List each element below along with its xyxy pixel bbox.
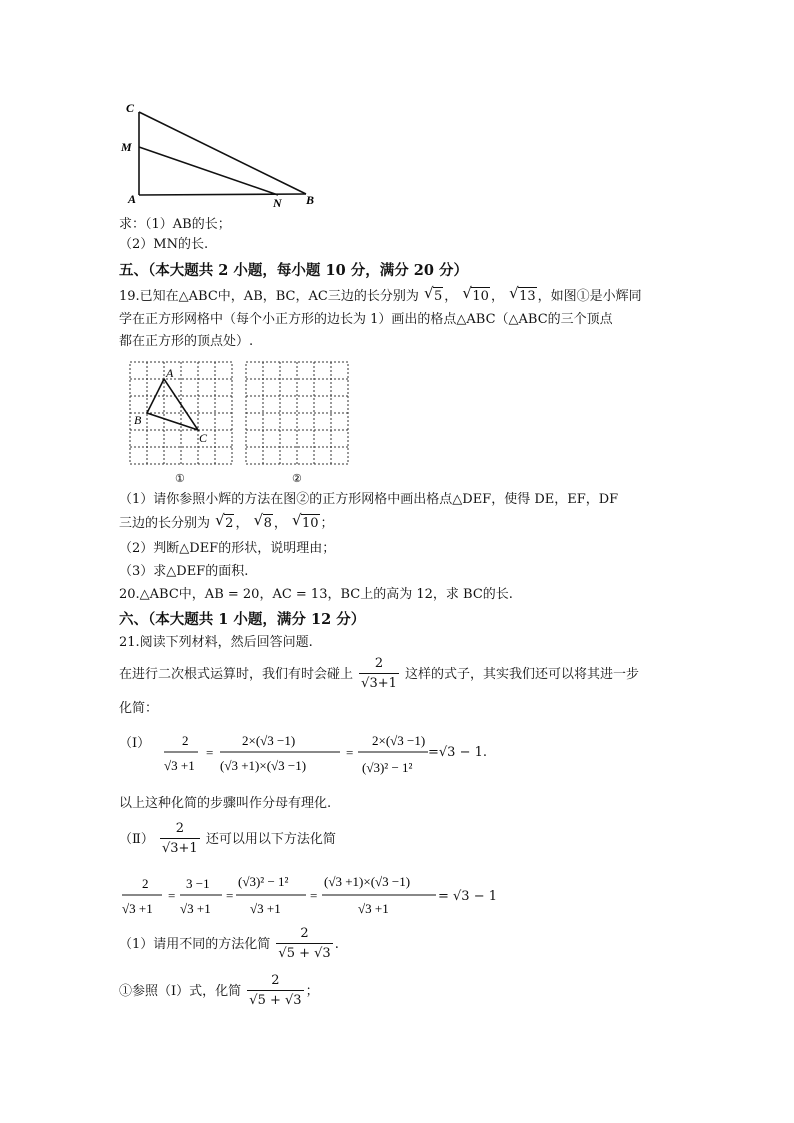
- svg-text:(√3 +1)×(√3 −1): (√3 +1)×(√3 −1): [220, 758, 307, 773]
- svg-text:2×(√3 −1): 2×(√3 −1): [372, 733, 426, 748]
- sqrt-10b: √ 10: [292, 511, 319, 531]
- fraction-2-over-sqrt5plussqrt3: $\frac{2}{√5 + √3}$: [276, 925, 332, 964]
- svg-text:√3 +1: √3 +1: [164, 758, 195, 773]
- svg-text:√3 +1: √3 +1: [122, 901, 153, 916]
- section5-title: 五、（本大题共 2 小题，每小题 10 分，满分 20 分）: [119, 262, 468, 279]
- q19-sub1-line2: 三边的长分别为 √ 2 ， √ 8 ， √ 10 ；: [119, 511, 334, 531]
- svg-text:3 −1: 3 −1: [186, 876, 210, 891]
- q18-ask2: （2）MN的长.: [119, 237, 209, 252]
- sqrt-8: √ 8: [253, 511, 272, 531]
- svg-text:2: 2: [142, 876, 149, 891]
- grid-label-c: C: [199, 431, 208, 445]
- sqrt-2: √ 2: [215, 511, 234, 531]
- method1-note: 以上这种化简的步骤叫作分母有理化.: [119, 796, 332, 811]
- method2-label: （Ⅱ）: [119, 832, 154, 847]
- triangle-figure: [118, 98, 328, 210]
- q19-line1-prefix: 19.已知在△ABC中，AB，BC，AC三边的长分别为: [119, 289, 419, 304]
- sqrt-5: √ 5: [423, 284, 443, 304]
- q20-text: 20.△ABC中，AB = 20，AC = 13，BC上的高为 12，求 BC的长.: [119, 587, 513, 602]
- q19-line2: 学在正方形网格中（每个小正方形的边长为 1）画出的格点△ABC（△ABC的三个顶点: [119, 312, 613, 327]
- svg-text:(√3)² − 1²: (√3)² − 1²: [238, 874, 289, 889]
- q21-line2-prefix: 在进行二次根式运算时，我们有时会碰上: [119, 667, 354, 682]
- q19-line1: 19.已知在△ABC中，AB，BC，AC三边的长分别为 √ 5 ， √ 10 ， √ 13 ，如图①是小辉同: [119, 284, 642, 304]
- svg-text:√3 +1: √3 +1: [358, 901, 389, 916]
- task1-text: （1）请用不同的方法化简: [119, 937, 271, 952]
- fraction-2-over-sqrt5plussqrt3-b: $\frac{2}{√5 + √3}$: [247, 972, 303, 1011]
- svg-text:√3 +1: √3 +1: [250, 901, 281, 916]
- fraction-2-over-sqrt3plus1: $\frac{2}{√3+1}$: [359, 655, 399, 694]
- svg-text:=: =: [206, 745, 214, 760]
- caption-1: ①: [175, 473, 185, 485]
- svg-text:2: 2: [182, 733, 189, 748]
- svg-text:(√3 +1)×(√3 −1): (√3 +1)×(√3 −1): [324, 874, 411, 889]
- svg-text:√3 +1: √3 +1: [180, 901, 211, 916]
- q19-sub2: （2）判断△DEF的形状，说明理由；: [119, 541, 336, 556]
- svg-text:(√3)² − 1²: (√3)² − 1²: [362, 760, 413, 775]
- method2-equation: [118, 866, 458, 926]
- svg-text:=: =: [226, 888, 234, 903]
- svg-text:=: =: [346, 745, 354, 760]
- q19-sub1-prefix: 三边的长分别为: [119, 516, 211, 531]
- task1a-text: ①参照（Ⅰ）式，化简: [119, 984, 242, 999]
- grid-label-a: A: [166, 366, 174, 380]
- sqrt-10: √ 10: [462, 284, 489, 304]
- q18-ask1: 求：（1）AB的长；: [119, 217, 231, 232]
- sqrt-13: √ 13: [509, 284, 536, 304]
- grid-figures: [126, 358, 356, 490]
- q19-sub1-line1: （1）请你参照小辉的方法在图②的正方形网格中画出格点△DEF，使得 DE，EF，DF: [119, 492, 619, 507]
- svg-text:2×(√3 −1): 2×(√3 −1): [242, 733, 296, 748]
- grid-label-b: B: [134, 413, 142, 427]
- method2-result: = √3 − 1: [438, 889, 498, 904]
- fraction-2-over-sqrt3plus1-b: $\frac{2}{√3+1}$: [160, 820, 200, 859]
- label-n: N: [273, 196, 282, 210]
- svg-text:=: =: [310, 888, 318, 903]
- q21-line2-suffix: 这样的式子，其实我们还可以将其进一步: [405, 667, 640, 682]
- label-c: C: [126, 101, 135, 115]
- q21-intro: 21.阅读下列材料，然后回答问题.: [119, 635, 313, 650]
- method1-result: =√3 − 1.: [428, 745, 488, 760]
- label-m: M: [121, 140, 132, 154]
- label-b: B: [306, 193, 315, 207]
- q21-line3: 化简：: [119, 701, 159, 716]
- method2-suffix: 还可以用以下方法化简: [205, 832, 336, 847]
- svg-text:=: =: [168, 888, 176, 903]
- method1-label: （Ⅰ）: [119, 736, 151, 751]
- task1-line: （1）请用不同的方法化简 $\frac{2}{√5 + √3}$ .: [119, 925, 339, 964]
- method2-line: [119, 820, 336, 859]
- q19-line1-suffix: ，如图①是小辉同: [537, 289, 642, 304]
- q19-line3: 都在正方形的顶点处）.: [119, 334, 254, 349]
- section6-title: 六、（本大题共 1 小题，满分 12 分）: [119, 611, 366, 628]
- task1a-line: ①参照（Ⅰ）式，化简 $\frac{2}{√5 + √3}$ ；: [119, 972, 319, 1011]
- q21-line2: [119, 655, 639, 694]
- caption-2: ②: [292, 473, 302, 485]
- label-a: A: [128, 192, 137, 206]
- q19-sub3: （3）求△DEF的面积.: [119, 564, 249, 579]
